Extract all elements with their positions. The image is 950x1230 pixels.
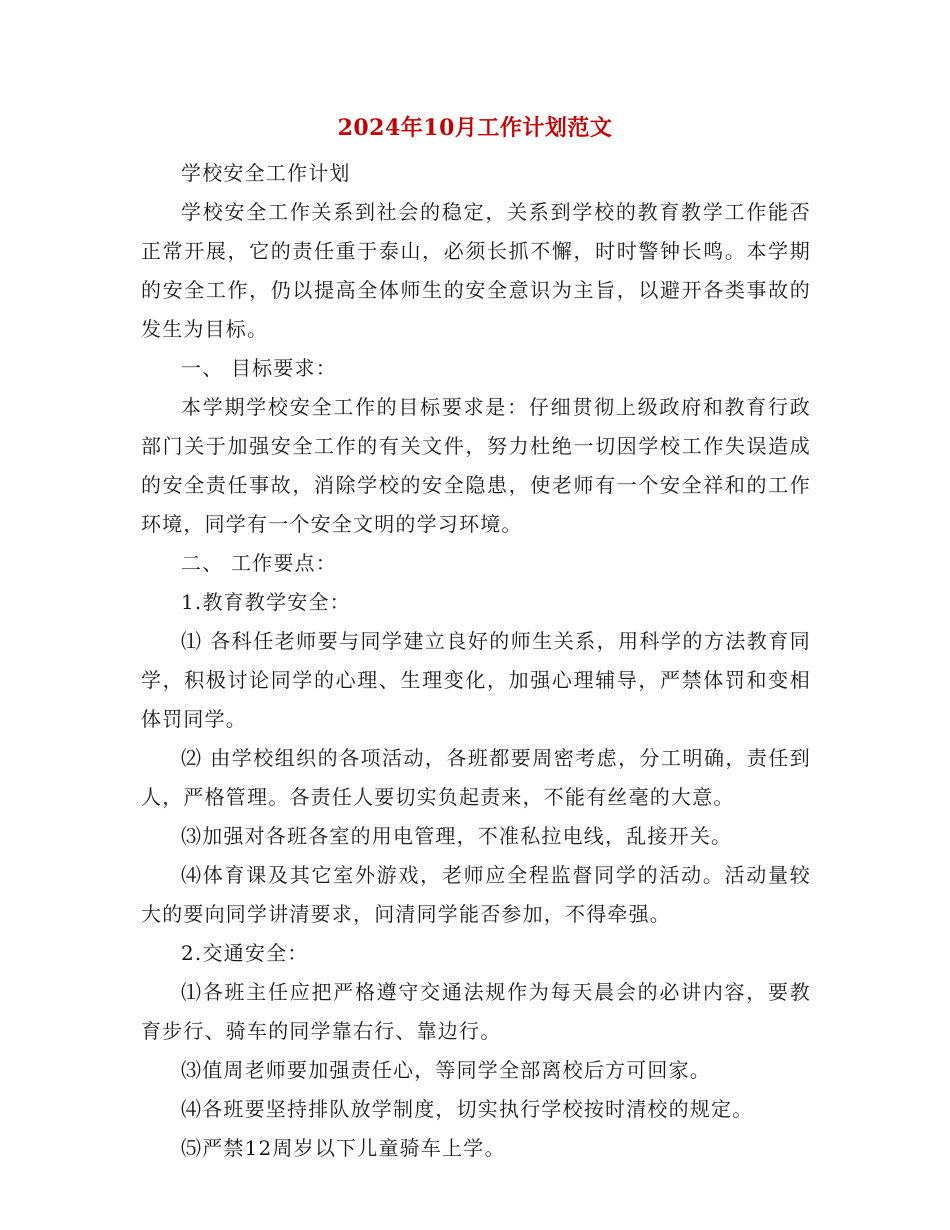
list-item: ⑸严禁12周岁以下儿童骑车上学。	[181, 1136, 506, 1160]
list-item: ⑶加强对各班各室的用电管理，不准私拉电线，乱接开关。	[181, 824, 733, 848]
list-item: ⑶值周老师要加强责任心，等同学全部离校后方可回家。	[181, 1058, 711, 1082]
subsection-heading: 1.教育教学安全：	[181, 590, 351, 614]
list-item: ⑷各班要坚持排队放学制度，切实执行学校按时清校的规定。	[181, 1097, 754, 1121]
section-heading: 学校安全工作计划	[181, 161, 351, 185]
list-item: ⑷体育课及其它室外游戏，老师应全程监督同学的活动。活动量较大的要向同学讲清要求，问清同学能否参加，不得牵强。	[141, 863, 811, 926]
list-item: ⑴各班主任应把严格遵守交通法规作为每天晨会的必讲内容，要教育步行、骑车的同学靠右行、靠边行。	[141, 980, 811, 1043]
list-item: ⑴ 各科任老师要与同学建立良好的师生关系，用科学的方法教育同学，积极讨论同学的心理、生理变化，加强心理辅导，严禁体罚和变相体罚同学。	[141, 629, 811, 731]
list-item: ⑵ 由学校组织的各项活动，各班都要周密考虑，分工明确，责任到人，严格管理。各责任人要切实负起责来，不能有丝毫的大意。	[141, 746, 811, 809]
paragraph: 学校安全工作关系到社会的稳定，关系到学校的教育教学工作能否正常开展，它的责任重于泰山，必须长抓不懈，时时警钟长鸣。本学期的安全工作，仍以提高全体师生的安全意识为主旨，以避开各类事故的发生为目标。	[141, 200, 811, 341]
section-heading: 一、 目标要求：	[181, 356, 337, 380]
subsection-heading: 2.交通安全：	[181, 941, 309, 965]
document-body	[141, 154, 811, 1168]
paragraph: 本学期学校安全工作的目标要求是：仔细贯彻上级政府和教育行政部门关于加强安全工作的有关文件，努力杜绝一切因学校工作失误造成的安全责任事故，消除学校的安全隐患，使老师有一个安全祥和的工作环境，同学有一个安全文明的学习环境。	[141, 395, 811, 536]
document-title: 2024年10月工作计划范文	[337, 115, 613, 141]
section-heading: 二、 工作要点：	[181, 551, 337, 575]
